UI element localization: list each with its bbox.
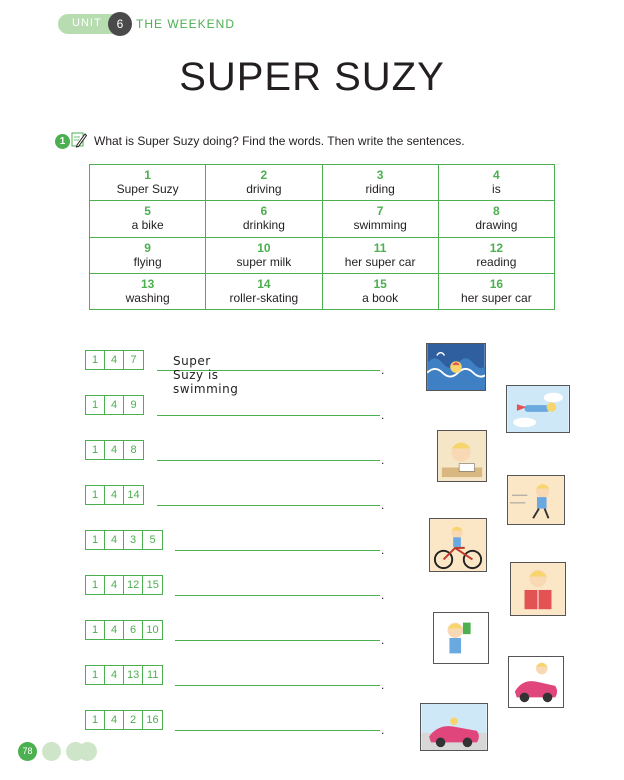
word-cell xyxy=(206,273,322,309)
code-box: 6 xyxy=(124,621,143,639)
answer-line[interactable] xyxy=(157,505,380,506)
sentence-period: . xyxy=(381,678,385,692)
exercise-number: 1 xyxy=(55,134,70,149)
code-box: 14 xyxy=(127,489,140,501)
word-text: a book xyxy=(362,290,399,305)
word-number: 2 xyxy=(260,168,268,183)
word-table-row xyxy=(90,273,555,309)
picture-drinking-super-milk xyxy=(433,612,489,664)
code-box: 16 xyxy=(146,714,159,726)
code-box: 10 xyxy=(146,624,159,636)
word-number: 13 xyxy=(140,276,155,291)
code-box: 9 xyxy=(130,399,137,411)
word-cell xyxy=(322,201,438,237)
code-box: 4 xyxy=(105,576,124,594)
word-cell xyxy=(90,201,206,237)
answer-line[interactable] xyxy=(157,415,380,416)
sentence-period: . xyxy=(381,543,385,557)
word-number: 3 xyxy=(376,168,384,183)
code-box: 8 xyxy=(130,444,137,456)
word-text: washing xyxy=(125,290,170,305)
code-box: 15 xyxy=(146,579,159,591)
word-text: her super car xyxy=(344,254,416,269)
code-box: 13 xyxy=(124,666,143,684)
code-box: 4 xyxy=(105,351,124,369)
word-table-row xyxy=(90,165,555,201)
code-box: 1 xyxy=(86,396,105,414)
code-box: 1 xyxy=(86,441,105,459)
picture-flying xyxy=(506,385,570,433)
word-cell xyxy=(206,165,322,201)
code-box: 4 xyxy=(105,486,124,504)
code-box: 7 xyxy=(130,354,137,366)
code-boxes xyxy=(85,710,163,730)
code-box: 1 xyxy=(86,486,105,504)
code-box: 4 xyxy=(105,621,124,639)
word-cell xyxy=(438,201,554,237)
word-text: drawing xyxy=(475,218,518,233)
word-number: 1 xyxy=(144,168,151,183)
word-number: 14 xyxy=(257,276,271,291)
code-box: 4 xyxy=(105,666,124,684)
word-number: 8 xyxy=(493,204,500,219)
page-title: SUPER SUZY xyxy=(179,55,445,99)
word-text: driving xyxy=(246,182,282,197)
sentence-period: . xyxy=(381,363,385,377)
instruction-text: What is Super Suzy doing? Find the words. Then write the sentences. xyxy=(94,134,465,148)
word-table-row xyxy=(90,201,555,237)
code-box: 4 xyxy=(105,711,124,729)
code-boxes xyxy=(85,350,144,370)
word-cell xyxy=(206,237,322,273)
word-number: 4 xyxy=(493,168,500,183)
word-text: roller-skating xyxy=(229,290,299,305)
word-text: swimming xyxy=(353,218,407,233)
word-number: 15 xyxy=(373,276,387,291)
word-table-row xyxy=(90,237,555,273)
picture-washing-her-super-car xyxy=(508,656,564,708)
word-cell xyxy=(90,165,206,201)
word-cell xyxy=(438,237,554,273)
sentence-period: . xyxy=(381,408,385,422)
word-number: 6 xyxy=(260,204,268,219)
code-box: 4 xyxy=(105,441,124,459)
word-table xyxy=(89,164,555,310)
sentence-period: . xyxy=(381,588,385,602)
word-text: is xyxy=(492,182,501,197)
decorative-dot xyxy=(42,742,61,761)
word-text: super milk xyxy=(236,254,292,269)
word-cell xyxy=(90,273,206,309)
answer-line[interactable] xyxy=(175,640,380,641)
picture-driving-her-super-car xyxy=(420,703,488,751)
unit-label: UNIT xyxy=(72,17,102,29)
picture-roller-skating xyxy=(507,475,565,525)
word-number: 9 xyxy=(144,240,151,255)
code-box: 11 xyxy=(147,669,159,681)
answer-line[interactable] xyxy=(157,460,380,461)
word-number: 7 xyxy=(376,204,384,219)
word-number: 5 xyxy=(144,204,151,219)
code-boxes xyxy=(85,665,163,685)
picture-reading-a-book xyxy=(510,562,566,616)
word-cell xyxy=(322,237,438,273)
code-box: 1 xyxy=(86,576,105,594)
picture-swimming xyxy=(426,343,486,391)
code-box: 5 xyxy=(149,534,156,546)
picture-drawing xyxy=(437,430,487,482)
answer-line[interactable] xyxy=(175,595,380,596)
word-cell xyxy=(322,273,438,309)
sentence-period: . xyxy=(381,498,385,512)
word-number: 10 xyxy=(257,240,271,255)
word-text: a bike xyxy=(131,218,164,233)
code-box: 4 xyxy=(105,396,124,414)
picture-riding-a-bike xyxy=(429,518,487,572)
word-cell xyxy=(90,237,206,273)
sentence-period: . xyxy=(381,453,385,467)
unit-title: THE WEEKEND xyxy=(136,17,236,31)
code-boxes xyxy=(85,620,163,640)
code-boxes xyxy=(85,485,144,505)
unit-number: 6 xyxy=(108,12,132,36)
code-box: 12 xyxy=(124,576,143,594)
word-number: 16 xyxy=(489,276,504,291)
word-text: Super Suzy xyxy=(116,182,179,197)
code-box: 1 xyxy=(86,666,105,684)
word-text: drinking xyxy=(242,218,285,233)
code-box: 2 xyxy=(124,711,143,729)
code-box: 4 xyxy=(105,531,124,549)
code-boxes xyxy=(85,530,163,550)
word-number: 11 xyxy=(373,240,387,255)
word-text: flying xyxy=(133,254,162,269)
sentence-period: . xyxy=(381,723,385,737)
sentence-period: . xyxy=(381,633,385,647)
code-box: 1 xyxy=(86,351,105,369)
code-box: 1 xyxy=(86,621,105,639)
decorative-dot xyxy=(78,742,97,761)
code-boxes xyxy=(85,395,144,415)
code-box: 1 xyxy=(86,711,105,729)
code-box: 3 xyxy=(124,531,143,549)
word-number: 12 xyxy=(489,240,504,255)
page-number: 78 xyxy=(18,742,37,761)
code-boxes xyxy=(85,440,144,460)
word-text: her super car xyxy=(461,290,532,305)
word-text: riding xyxy=(365,182,395,197)
pencil-icon xyxy=(71,131,87,149)
word-cell xyxy=(438,165,554,201)
answer-line[interactable] xyxy=(175,550,380,551)
code-box: 1 xyxy=(86,531,105,549)
code-boxes xyxy=(85,575,163,595)
answer-line[interactable] xyxy=(175,685,380,686)
word-text: reading xyxy=(476,254,517,269)
word-cell xyxy=(438,273,554,309)
word-cell xyxy=(206,201,322,237)
answer-line[interactable] xyxy=(175,730,380,731)
word-cell xyxy=(322,165,438,201)
answer-sentence: Super Suzy is swimming xyxy=(173,354,239,396)
